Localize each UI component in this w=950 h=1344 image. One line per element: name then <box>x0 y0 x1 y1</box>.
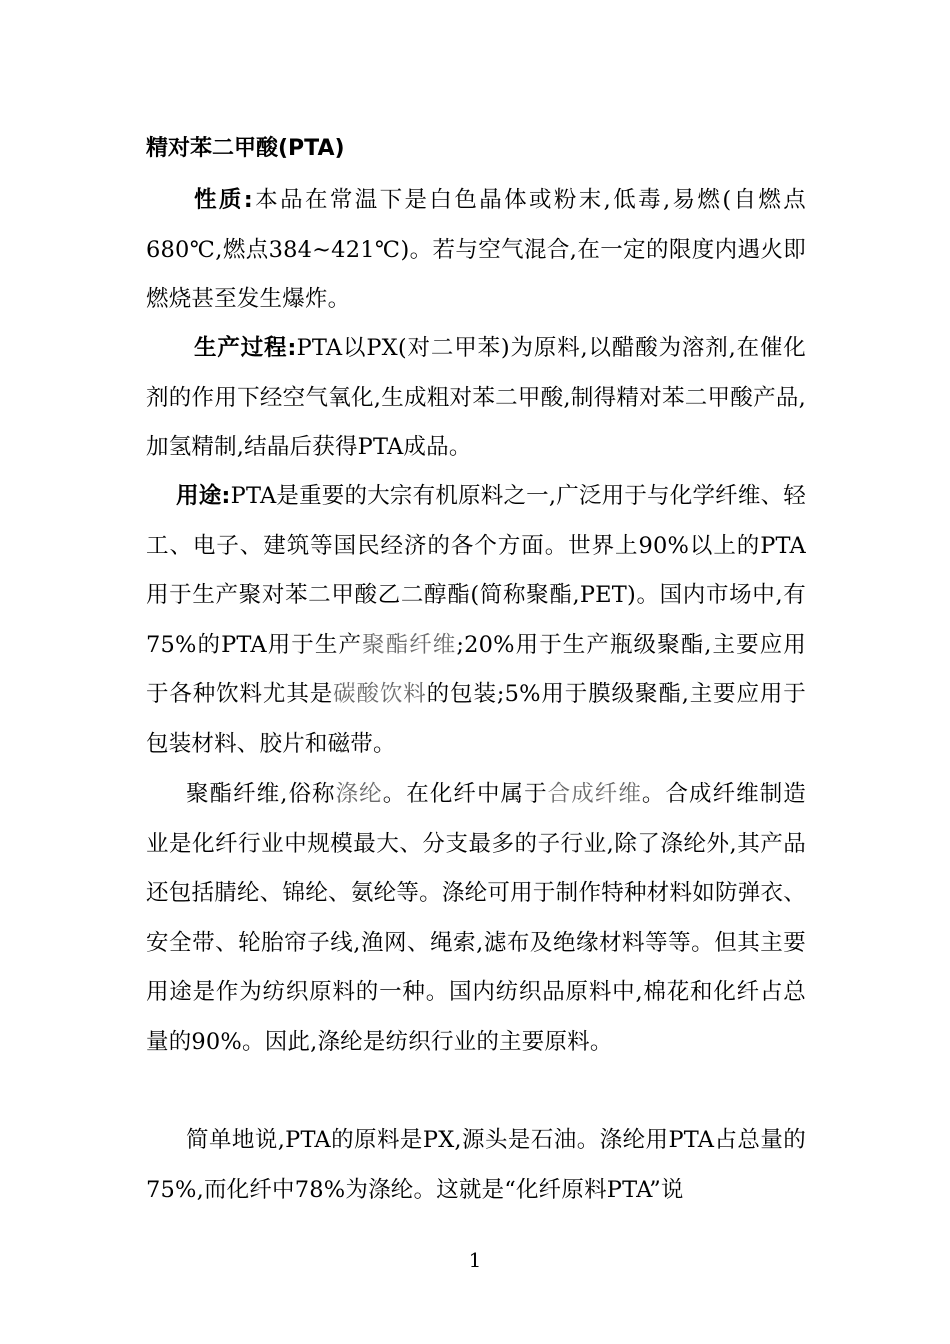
polyester-text-1: 聚酯纤维,俗称 <box>186 781 336 807</box>
uses-text-3: 的包装;5%用于膜级聚酯,主要应用于包装材料、胶片和磁带。 <box>146 681 807 757</box>
production-text: PTA以PX(对二甲苯)为原料,以醋酸为溶剂,在催化剂的作用下经空气氧化,生成粗对苯二甲酸,制得精对苯二甲酸产品,加氢精制,结晶后获得PTA成品。 <box>146 335 806 460</box>
uses-text-1: PTA是重要的大宗有机原料之一,广泛用于与化学纤维、轻工、电子、建筑等国民经济的各个方面。世界上90%以上的PTA用于生产聚对苯二甲酸乙二醇酯(简称聚酯,PET)。国内市场中,有75%的PTA用于生产 <box>146 483 807 658</box>
properties-text: 本品在常温下是白色晶体或粉末,低毒,易燃(自燃点680℃,燃点384~421℃)。若与空气混合,在一定的限度内遇火即燃烧甚至发生爆炸。 <box>146 187 806 312</box>
paragraph-polyester-fiber <box>146 770 806 1067</box>
uses-heading: 用途: <box>176 483 231 509</box>
document-title: 精对苯二甲酸(PTA) <box>146 136 345 161</box>
paragraph-production <box>146 324 806 473</box>
summary-text: 简单地说,PTA的原料是PX,源头是石油。涤纶用PTA占总量的75%,而化纤中78%为涤纶。这就是“化纤原料PTA”说 <box>146 1127 806 1203</box>
paragraph-uses <box>146 472 806 769</box>
page-number: 1 <box>468 1248 482 1272</box>
uses-text-2: ;20%用于生产瓶级聚酯,主要应用于各种饮料尤其是 <box>146 631 806 707</box>
properties-heading: 性质: <box>194 187 253 213</box>
polyester-text-2: 。在化纤中属于 <box>382 781 548 807</box>
paragraph-properties <box>146 176 806 325</box>
carbonated-drinks-link[interactable]: 碳酸饮料 <box>333 681 427 707</box>
polyester-fiber-link[interactable]: 聚酯纤维 <box>362 631 457 658</box>
paragraph-summary <box>146 1116 806 1215</box>
production-heading: 生产过程: <box>194 335 297 361</box>
polyester-text-3: 。合成纤维制造业是化纤行业中规模最大、分支最多的子行业,除了涤纶外,其产品还包括腈纶、锦纶、氨纶等。涤纶可用于制作特种材料如防弹衣、安全带、轮胎帘子线,渔网、绳索,滤布及绝缘材料等等。但其主要用途是作为纺织原料的一种。国内纺织品原料中,棉花和化纤占总量的90%。因此,涤纶是纺织行业的主要原料。 <box>146 781 806 1055</box>
terylene-link[interactable]: 涤纶 <box>335 781 383 807</box>
synthetic-fiber-link[interactable]: 合成纤维 <box>547 781 642 807</box>
